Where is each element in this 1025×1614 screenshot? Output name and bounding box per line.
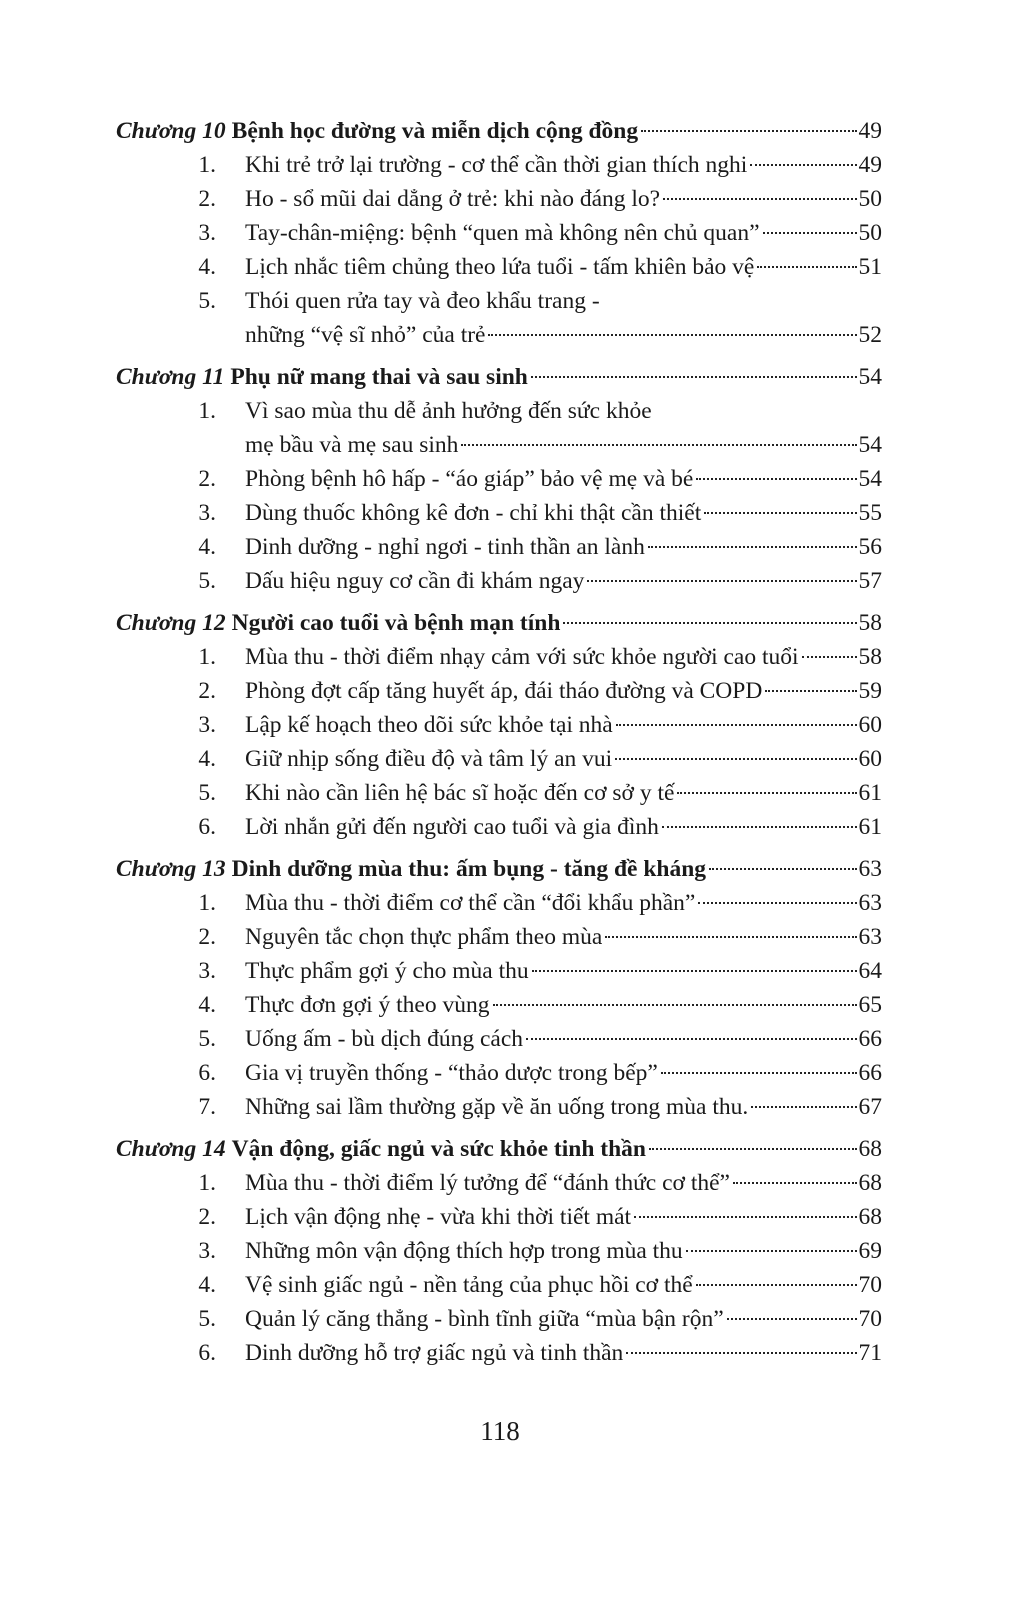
item-number: 1. <box>198 152 216 178</box>
dot-leader <box>698 902 856 904</box>
chapter-page: 49 <box>858 118 882 144</box>
toc-item-continuation[interactable] <box>116 428 882 462</box>
toc-item-entry[interactable] <box>116 1166 882 1200</box>
item-title: Thói quen rửa tay và đeo khẩu trang - <box>245 288 600 314</box>
dot-leader <box>757 266 856 268</box>
item-number: 1. <box>198 1170 216 1196</box>
item-page: 57 <box>858 568 882 594</box>
item-number: 1. <box>198 398 216 424</box>
toc-item-entry[interactable] <box>116 530 882 564</box>
chapter-label: Chương 12 <box>116 610 226 636</box>
item-number: 3. <box>198 712 216 738</box>
item-title: Gia vị truyền thống - “thảo dược trong bếp” <box>245 1060 658 1086</box>
toc-item-entry[interactable] <box>116 394 882 428</box>
toc-item-entry[interactable] <box>116 954 882 988</box>
chapter-page: 58 <box>858 610 882 636</box>
chapter-label: Chương 14 <box>116 1136 226 1162</box>
item-page: 63 <box>858 890 882 916</box>
item-number: 5. <box>198 568 216 594</box>
dot-leader <box>641 130 856 132</box>
item-page: 65 <box>858 992 882 1018</box>
item-number: 5. <box>198 780 216 806</box>
chapter-title: Người cao tuổi và bệnh mạn tính <box>231 610 561 636</box>
item-number: 5. <box>198 1306 216 1332</box>
item-page: 70 <box>858 1272 882 1298</box>
item-title: Khi trẻ trở lại trường - cơ thể cần thời gian thích nghi <box>245 152 748 178</box>
item-number: 2. <box>198 466 216 492</box>
item-page: 68 <box>858 1204 882 1230</box>
item-page: 71 <box>858 1340 882 1366</box>
item-title-continued: mẹ bầu và mẹ sau sinh <box>245 432 459 458</box>
chapter-page: 63 <box>858 856 882 882</box>
toc-item-entry[interactable] <box>116 496 882 530</box>
item-title: Dinh dưỡng hỗ trợ giấc ngủ và tinh thần <box>245 1340 624 1366</box>
dot-leader <box>526 1038 856 1040</box>
dot-leader <box>765 690 856 692</box>
item-number: 4. <box>198 992 216 1018</box>
toc-item-entry[interactable] <box>116 216 882 250</box>
item-page: 64 <box>858 958 882 984</box>
item-number: 3. <box>198 220 216 246</box>
item-number: 4. <box>198 1272 216 1298</box>
item-title: Lịch nhắc tiêm chủng theo lứa tuổi - tấm khiên bảo vệ <box>245 254 755 280</box>
toc-item-entry[interactable] <box>116 1200 882 1234</box>
dot-leader <box>648 546 857 548</box>
item-title: Lập kế hoạch theo dõi sức khỏe tại nhà <box>245 712 613 738</box>
item-number: 3. <box>198 500 216 526</box>
dot-leader <box>488 334 856 336</box>
item-title: Phòng bệnh hô hấp - “áo giáp” bảo vệ mẹ và bé <box>245 466 694 492</box>
item-title: Khi nào cần liên hệ bác sĩ hoặc đến cơ sở y tế <box>245 780 675 806</box>
item-title: Thực phẩm gợi ý cho mùa thu <box>245 958 529 984</box>
chapter-label: Chương 11 <box>116 364 225 390</box>
item-number: 2. <box>198 924 216 950</box>
dot-leader <box>615 758 856 760</box>
toc-item-entry[interactable] <box>116 886 882 920</box>
toc-item-entry[interactable] <box>116 988 882 1022</box>
dot-leader <box>626 1352 856 1354</box>
toc-item-entry[interactable] <box>116 640 882 674</box>
dot-leader <box>709 868 856 870</box>
page-number: 118 <box>480 1416 520 1446</box>
chapter-title: Phụ nữ mang thai và sau sinh <box>230 364 528 390</box>
toc-chapter-entry[interactable] <box>116 1132 882 1166</box>
chapter-page: 54 <box>858 364 882 390</box>
item-title: Mùa thu - thời điểm lý tưởng để “đánh thức cơ thể” <box>245 1170 730 1196</box>
item-page: 50 <box>858 186 882 212</box>
dot-leader <box>696 1284 857 1286</box>
dot-leader <box>563 622 856 624</box>
dot-leader <box>750 164 856 166</box>
item-page: 61 <box>858 780 882 806</box>
item-page: 49 <box>858 152 882 178</box>
toc-item-continuation[interactable] <box>116 318 882 352</box>
item-page: 56 <box>858 534 882 560</box>
item-number: 3. <box>198 958 216 984</box>
item-title: Thực đơn gợi ý theo vùng <box>245 992 490 1018</box>
dot-leader <box>461 444 856 446</box>
toc-item-entry[interactable] <box>116 1056 882 1090</box>
item-page: 60 <box>858 712 882 738</box>
item-page: 51 <box>858 254 882 280</box>
item-number: 1. <box>198 644 216 670</box>
item-number: 4. <box>198 746 216 772</box>
item-title: Giữ nhịp sống điều độ và tâm lý an vui <box>245 746 613 772</box>
dot-leader <box>649 1148 856 1150</box>
dot-leader <box>661 1072 857 1074</box>
dot-leader <box>704 512 856 514</box>
chapter-title: Vận động, giấc ngủ và sức khỏe tinh thần <box>231 1136 647 1162</box>
item-number: 5. <box>198 288 216 314</box>
item-page: 60 <box>858 746 882 772</box>
toc-item-entry[interactable] <box>116 810 882 844</box>
item-title: Phòng đợt cấp tăng huyết áp, đái tháo đường và COPD <box>245 678 763 704</box>
dot-leader <box>493 1004 857 1006</box>
item-page: 66 <box>858 1060 882 1086</box>
toc-item-entry[interactable] <box>116 742 882 776</box>
item-title: Vệ sinh giấc ngủ - nền tảng của phục hồi cơ thể <box>245 1272 693 1298</box>
item-number: 4. <box>198 534 216 560</box>
toc-item-entry[interactable] <box>116 708 882 742</box>
toc-item-entry[interactable] <box>116 182 882 216</box>
dot-leader <box>531 376 857 378</box>
item-title: Mùa thu - thời điểm nhạy cảm với sức khỏe người cao tuổi <box>245 644 799 670</box>
item-title: Những sai lầm thường gặp về ăn uống trong mùa thu. <box>245 1094 749 1120</box>
toc-chapter-entry[interactable] <box>116 114 882 148</box>
toc-chapter-entry[interactable] <box>116 606 882 640</box>
toc-chapter-entry[interactable] <box>116 852 882 886</box>
toc-item-entry[interactable] <box>116 148 882 182</box>
item-number: 6. <box>198 814 216 840</box>
dot-leader <box>587 580 856 582</box>
item-title: Vì sao mùa thu dễ ảnh hưởng đến sức khỏe <box>245 398 652 424</box>
item-page: 58 <box>858 644 882 670</box>
dot-leader <box>727 1318 857 1320</box>
toc-item-entry[interactable] <box>116 1234 882 1268</box>
toc-item-entry[interactable] <box>116 250 882 284</box>
item-page: 55 <box>858 500 882 526</box>
item-page: 50 <box>858 220 882 246</box>
item-title: Dùng thuốc không kê đơn - chỉ khi thật cần thiết <box>245 500 702 526</box>
toc-item-entry[interactable] <box>116 1090 882 1124</box>
item-page: 69 <box>858 1238 882 1264</box>
item-title: Ho - sổ mũi dai dẳng ở trẻ: khi nào đáng lo? <box>245 186 661 212</box>
chapter-label: Chương 13 <box>116 856 226 882</box>
dot-leader <box>733 1182 857 1184</box>
item-number: 6. <box>198 1060 216 1086</box>
chapter-label: Chương 10 <box>116 118 226 144</box>
dot-leader <box>616 724 857 726</box>
toc-item-entry[interactable] <box>116 564 882 598</box>
toc-item-entry[interactable] <box>116 284 882 318</box>
dot-leader <box>802 656 857 658</box>
item-title: Lời nhắn gửi đến người cao tuổi và gia đình <box>245 814 659 840</box>
dot-leader <box>696 478 856 480</box>
item-number: 7. <box>198 1094 216 1120</box>
item-page: 66 <box>858 1026 882 1052</box>
item-page: 70 <box>858 1306 882 1332</box>
dot-leader <box>634 1216 856 1218</box>
item-page: 52 <box>858 322 882 348</box>
dot-leader <box>677 792 856 794</box>
item-page: 59 <box>858 678 882 704</box>
dot-leader <box>662 826 857 828</box>
toc-item-entry[interactable] <box>116 674 882 708</box>
item-title: Dinh dưỡng - nghỉ ngơi - tinh thần an lành <box>245 534 645 560</box>
item-title: Mùa thu - thời điểm cơ thể cần “đổi khẩu phần” <box>245 890 696 916</box>
dot-leader <box>663 198 856 200</box>
item-title: Tay-chân-miệng: bệnh “quen mà không nên chủ quan” <box>245 220 760 246</box>
item-number: 5. <box>198 1026 216 1052</box>
dot-leader <box>605 936 856 938</box>
dot-leader <box>532 970 857 972</box>
item-number: 2. <box>198 186 216 212</box>
toc-item-entry[interactable] <box>116 1302 882 1336</box>
toc-item-entry[interactable] <box>116 1336 882 1370</box>
item-number: 6. <box>198 1340 216 1366</box>
toc-item-entry[interactable] <box>116 920 882 954</box>
item-page: 68 <box>858 1170 882 1196</box>
toc-item-entry[interactable] <box>116 462 882 496</box>
item-page: 54 <box>858 432 882 458</box>
item-page: 67 <box>858 1094 882 1120</box>
item-title: Uống ấm - bù dịch đúng cách <box>245 1026 524 1052</box>
item-title: Nguyên tắc chọn thực phẩm theo mùa <box>245 924 603 950</box>
dot-leader <box>751 1106 856 1108</box>
item-title: Lịch vận động nhẹ - vừa khi thời tiết mát <box>245 1204 632 1230</box>
item-page: 54 <box>858 466 882 492</box>
toc-chapter-entry[interactable] <box>116 360 882 394</box>
item-number: 3. <box>198 1238 216 1264</box>
toc-item-entry[interactable] <box>116 1022 882 1056</box>
item-page: 63 <box>858 924 882 950</box>
dot-leader <box>686 1250 857 1252</box>
item-title: Những môn vận động thích hợp trong mùa thu <box>245 1238 683 1264</box>
table-of-contents <box>116 114 882 1370</box>
dot-leader <box>763 232 857 234</box>
chapter-page: 68 <box>858 1136 882 1162</box>
item-title: Quản lý căng thẳng - bình tĩnh giữa “mùa bận rộn” <box>245 1306 724 1332</box>
item-number: 2. <box>198 1204 216 1230</box>
item-title-continued: những “vệ sĩ nhỏ” của trẻ <box>245 322 486 348</box>
item-title: Dấu hiệu nguy cơ cần đi khám ngay <box>245 568 585 594</box>
item-number: 4. <box>198 254 216 280</box>
toc-item-entry[interactable] <box>116 1268 882 1302</box>
item-number: 1. <box>198 890 216 916</box>
chapter-title: Bệnh học đường và miễn dịch cộng đồng <box>231 118 639 144</box>
item-page: 61 <box>858 814 882 840</box>
item-number: 2. <box>198 678 216 704</box>
chapter-title: Dinh dưỡng mùa thu: ấm bụng - tăng đề kháng <box>231 856 707 882</box>
toc-item-entry[interactable] <box>116 776 882 810</box>
